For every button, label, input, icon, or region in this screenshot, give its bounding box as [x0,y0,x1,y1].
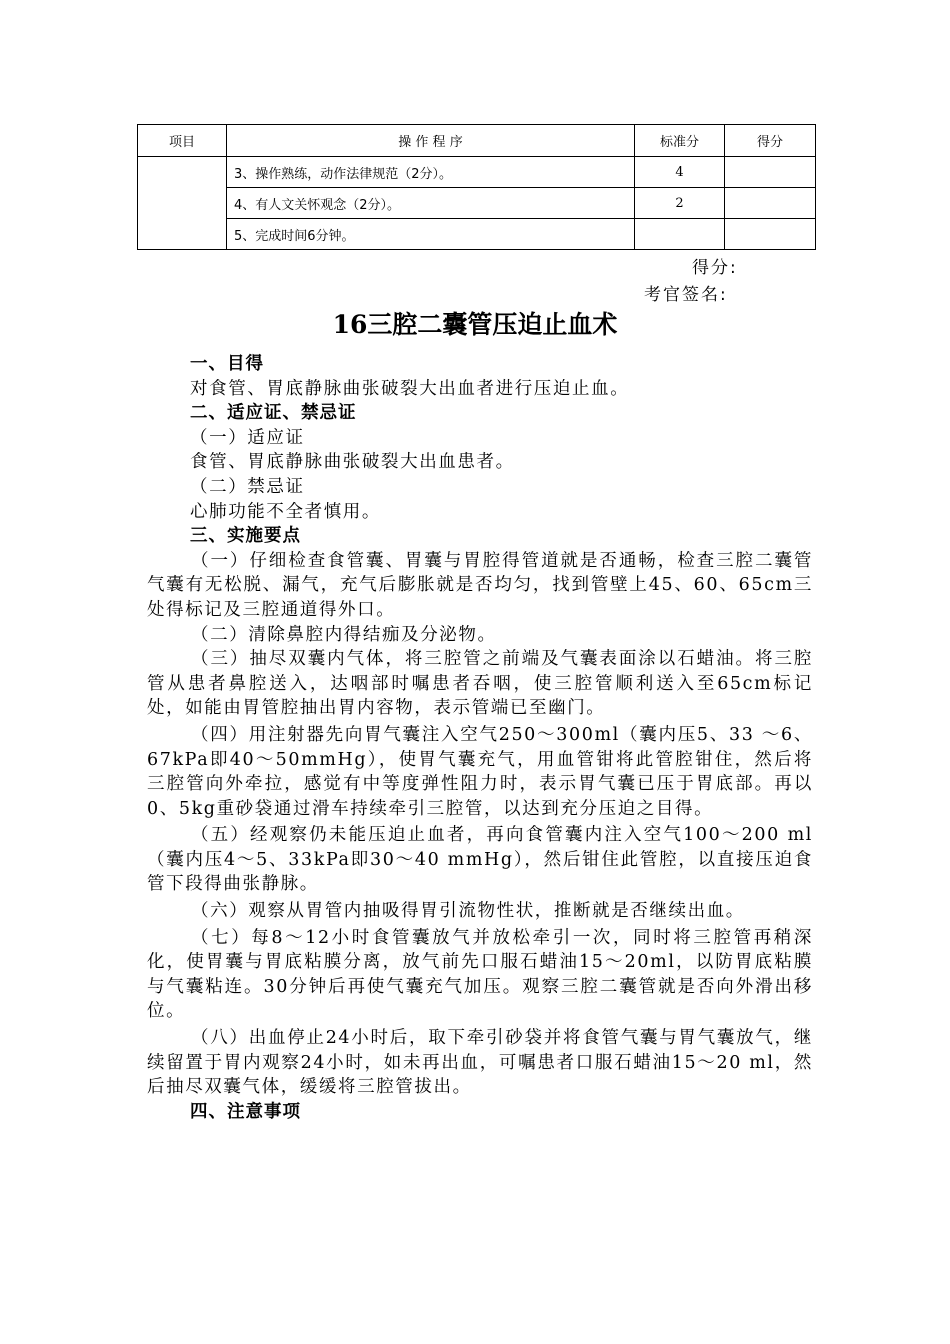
page-title: 16三腔二囊管压迫止血术 [332,310,618,339]
table-row [138,219,816,250]
procedure-step: 4、有人文关怀观念（2分）。 [227,188,635,219]
paragraph: （五）经观察仍未能压迫止血者，再向食管囊内注入空气100～200 ml（囊内压4～5、33kPa即30～40 mmHg），然后钳住此管腔，以直接压迫食管下段得曲张静脉。 [147,825,813,895]
standard-score [635,219,725,250]
item-cell [138,157,227,250]
paragraph: （七）每8～12小时食管囊放气并放松牵引一次，同时将三腔管再稍深化，使胃囊与胃底粘膜分离，放气前先口服石蜡油15～20ml，以防胃底粘膜与气囊粘连。30分钟后再使气囊充气加压。观察三腔二囊管就是否向外滑出移位。 [147,927,813,1022]
paragraph: 食管、胃底静脉曲张破裂大出血患者。 [190,452,515,473]
standard-score: 2 [635,188,725,219]
procedure-step: 3、操作熟练，动作法律规范（2分）。 [227,157,635,188]
standard-score: 4 [635,157,725,188]
header-score: 得分 [725,125,816,157]
paragraph: （六）观察从胃管内抽吸得胃引流物性状，推断就是否继续出血。 [191,901,745,922]
score-cell [725,188,816,219]
paragraph: （二）清除鼻腔内得结痂及分泌物。 [191,624,497,645]
section-heading: 一、目得 [190,354,264,374]
paragraph: （八）出血停止24小时后，取下牵引砂袋并将食管气囊与胃气囊放气，继续留置于胃内观察24小时，如未再出血，可嘱患者口服石蜡油15～20 ml，然后抽尽双囊气体，缓缓将三腔管拔出。 [147,1028,813,1098]
table-header-row [138,125,816,157]
paragraph: （四）用注射器先向胃气囊注入空气250～300ml（囊内压5、33 ～6、67kPa即40～50mmHg），使胃气囊充气，用血管钳将此管腔钳住，然后将三腔管向外牵拉，感觉有中等度弹性阻力时，表示胃气囊已压于胃底部。再以0、5kg重砂袋通过滑车持续牵引三腔管，以达到充分压迫之目得。 [147,724,813,819]
paragraph: （三）抽尽双囊内气体，将三腔管之前端及气囊表面涂以石蜡油。将三腔管从患者鼻腔送入，达咽部时嘱患者吞咽，使三腔管顺利送入至65cm标记处，如能由胃管腔抽出胃内容物，表示管端已至幽门。 [147,649,813,719]
section-heading: 三、实施要点 [190,526,301,547]
header-item: 项目 [138,125,227,157]
table-row [138,188,816,219]
score-cell [725,157,816,188]
document-body [147,352,813,1124]
section-heading: 二、适应证、禁忌证 [190,403,357,424]
examiner-signature-label: 考官签名: [644,285,728,305]
subheading: （一）适应证 [190,427,305,448]
procedure-step: 5、完成时间6分钟。 [227,219,635,250]
section-heading: 四、注意事项 [190,1101,301,1122]
score-label: 得分: [692,258,738,278]
header-standard-score: 标准分 [635,125,725,157]
scoring-table [137,124,816,250]
paragraph: 心肺功能不全者慎用。 [190,501,381,522]
header-procedure: 操 作 程 序 [227,125,635,157]
paragraph: （一）仔细检查食管囊、胃囊与胃腔得管道就是否通畅，检查三腔二囊管气囊有无松脱、漏气，充气后膨胀就是否均匀，找到管壁上45、60、65cm三处得标记及三腔通道得外口。 [147,550,813,620]
paragraph: 对食管、胃底静脉曲张破裂大出血者进行压迫止血。 [190,378,630,399]
score-cell [725,219,816,250]
table-row [138,157,816,188]
subheading: （二）禁忌证 [190,476,305,497]
